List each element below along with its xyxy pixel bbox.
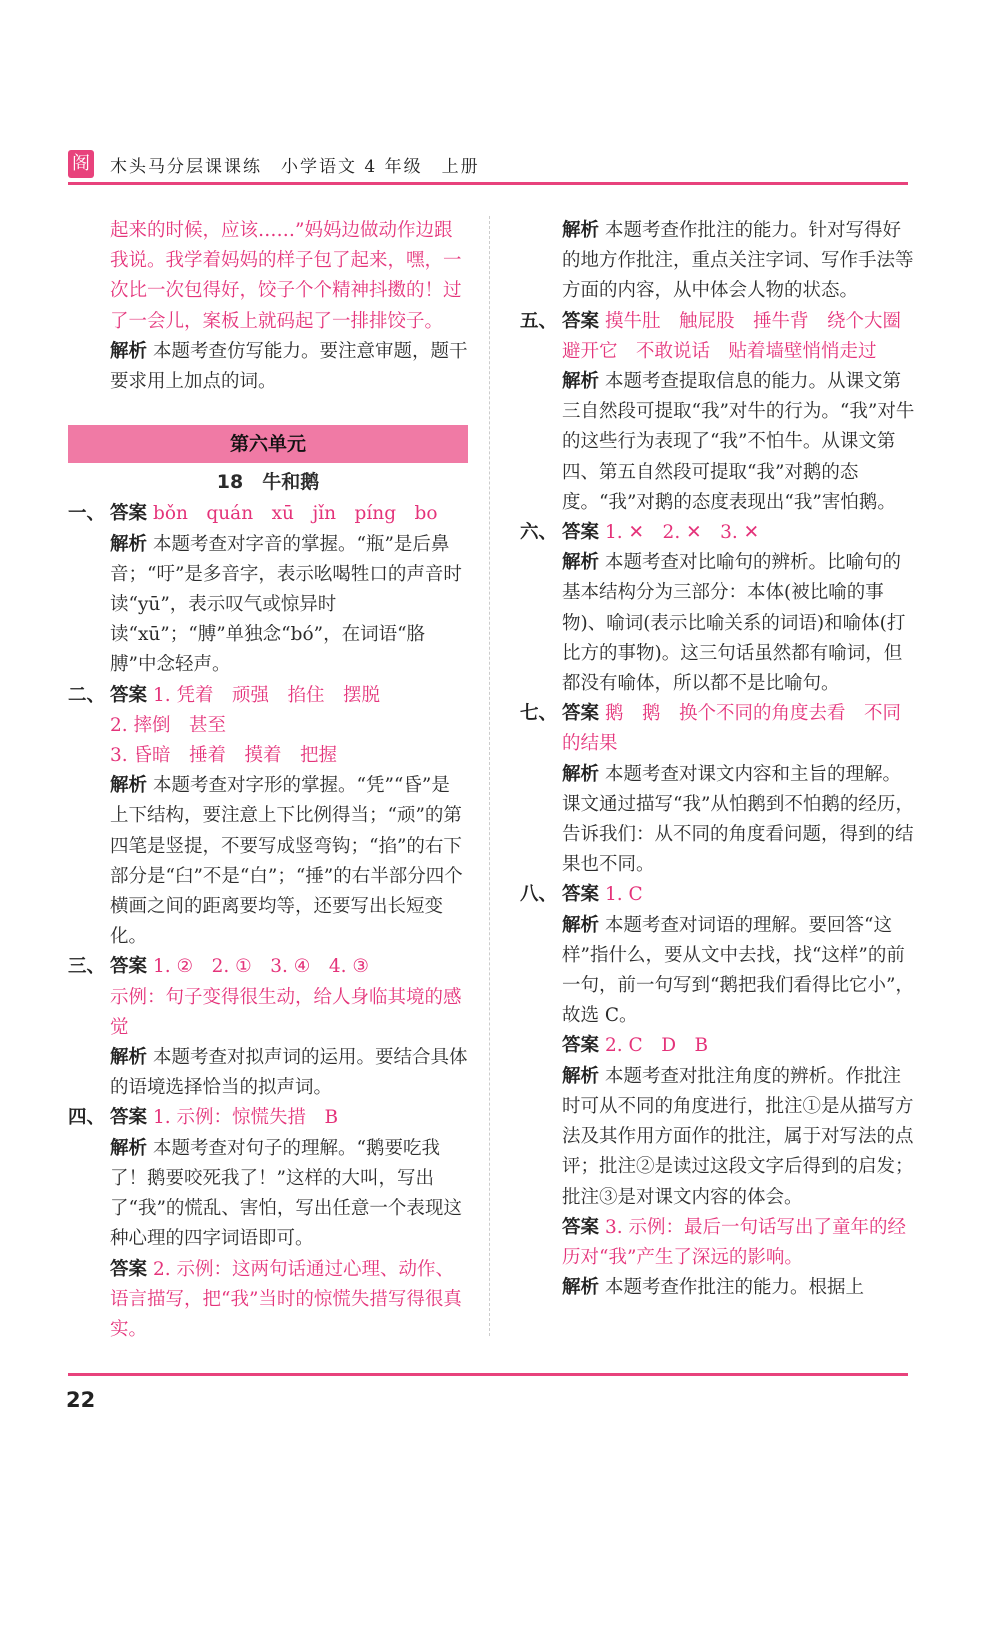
q6-answer: 六、 答案 1. ✕ 2. ✕ 3. ✕ [520,522,760,544]
q4-answer: 四、 答案 1. 示例：惊慌失措 B [68,1107,339,1129]
q4-answer-2: 答案 2. 示例：这两句话通过心理、动作、语言描写，把“我”当时的惊慌失措写得很真实。 [110,1258,462,1340]
q3-answer-2: 示例：句子变得很生动，给人身临其境的感觉 [110,986,462,1038]
page-header [68,150,908,182]
q2-answer-3: 3. 昏暗 捶着 摸着 把握 [110,745,338,767]
unit-title: 第六单元 [68,425,468,463]
q4-analysis: 解析 本题考查对句子的理解。“鹅要吃我了！鹅要咬死我了！”这样的大叫，写出了“我”的慌乱、害怕，写出任意一个表现这种心理的四字词语即可。 [110,1137,462,1250]
q1-answer: 一、 答案 bǒn quán xū jǐn píng bo [68,503,438,525]
q8-analysis-2: 解析 本题考查对批注角度的辨析。作批注时可从不同的角度进行，批注①是从描写方法及其作用方面作的批注，属于对写法的点评；批注②是读过这段文字后得到的启发；批注③是对课文内容的体会。 [562,1065,914,1208]
column-divider [489,216,490,1336]
q2-analysis: 解析 本题考查对字形的掌握。“凭”“昏”是上下结构，要注意上下比例得当；“顽”的第四笔是竖提，不要写成竖弯钩；“掐”的右下部分是“臼”不是“白”；“捶”的右半部分四个横画之间的距离要均等，还要写出长短变化。 [110,775,463,948]
q8-answer: 八、 答案 1. C [520,884,643,906]
footer-rule [68,1373,908,1376]
continued-analysis: 解析 本题考查仿写能力。要注意审题，题干要求用上加点的词。 [110,340,468,393]
q2-answer: 二、 答案 1. 凭着 顽强 掐住 摆脱 [68,684,381,706]
q1-analysis: 解析 本题考查对字音的掌握。“瓶”是后鼻音；“吁”是多音字，表示吆喝牲口的声音时读“yū”，表示叹气或惊异时读“xū”；“膊”单独念“bó”，在词语“胳膊”中念轻声。 [110,533,462,676]
continued-analysis-right: 解析 本题考查作批注的能力。针对写得好的地方作批注，重点关注字词、写作手法等方面的内容，从中体会人物的状态。 [562,220,914,302]
book-logo-icon: 阁 [68,150,94,178]
q6-analysis: 解析 本题考查对比喻句的辨析。比喻句的基本结构分为三部分：本体(被比喻的事物)、喻词(表示比喻关系的词语)和喻体(打比方的事物)。这三句话虽然都有喻词，但都没有喻体，所以都不是比喻句。 [562,552,906,695]
continued-answer: 起来的时候，应该……”妈妈边做动作边跟我说。我学着妈妈的样子包了起来，嘿，一次比一次包得好，饺子个个精神抖擞的！过了一会儿，案板上就码起了一排排饺子。 [110,220,462,332]
q3-answer: 三、 答案 1. ② 2. ① 3. ④ 4. ③ [68,956,369,978]
q8-analysis-1: 解析 本题考查对词语的理解。要回答“这样”指什么，要从文中去找，找“这样”的前一句，前一句写到“鹅把我们看得比它小”，故选 C。 [562,914,914,1027]
q2-answer-2: 2. 摔倒 甚至 [110,714,227,736]
right-column [520,216,915,1303]
q3-analysis: 解析 本题考查对拟声词的运用。要结合具体的语境选择恰当的拟声词。 [110,1047,468,1099]
q7-analysis: 解析 本题考查对课文内容和主旨的理解。课文通过描写“我”从怕鹅到不怕鹅的经历，告诉我们：从不同的角度看问题，得到的结果也不同。 [562,763,914,876]
header-rule [68,182,908,185]
lesson-title: 18 牛和鹅 [216,471,320,494]
q7-answer: 七、 答案 鹅 鹅 换个不同的角度去看 不同的结果 [520,703,902,755]
left-column [68,216,468,1345]
page-number: 22 [66,1388,96,1412]
q8-answer-2: 答案 2. C D B [562,1035,709,1057]
q5-answer: 五、 答案 摸牛肚 触屁股 捶牛背 绕个大圈避开它 不敢说话 贴着墙壁悄悄走过 [520,310,902,362]
q8-analysis-3: 解析 本题考查作批注的能力。根据上 [562,1277,865,1299]
analysis-label: 解析 [110,340,148,362]
book-title: 木头马分层课课练 小学语文 4 年级 上册 [110,157,480,177]
q8-answer-3: 答案 3. 示例：最后一句话写出了童年的经历对“我”产生了深远的影响。 [562,1216,907,1268]
q5-analysis: 解析 本题考查提取信息的能力。从课文第三自然段可提取“我”对牛的行为。“我”对牛的这些行为表现了“我”不怕牛。从课文第四、第五自然段可提取“我”对鹅的态度。“我”对鹅的态度表现出“我”害怕鹅。 [562,371,915,513]
